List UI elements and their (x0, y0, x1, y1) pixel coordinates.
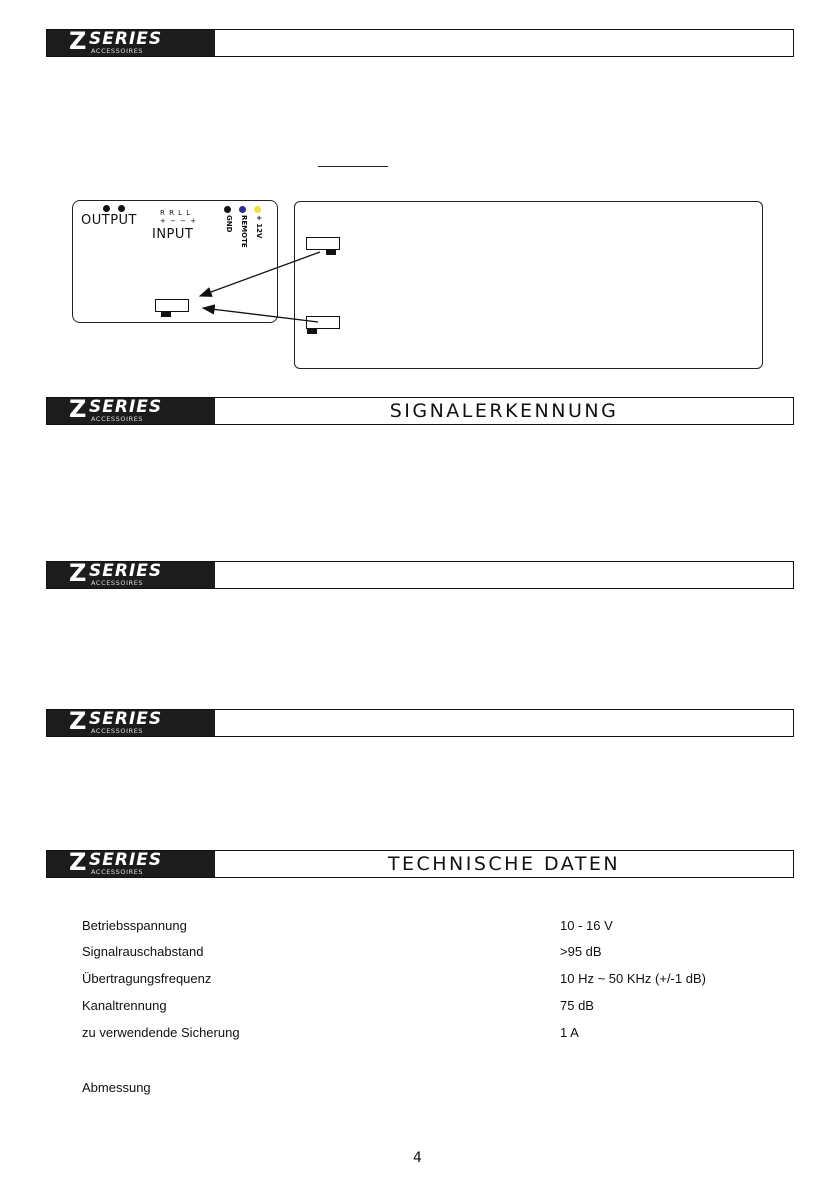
arrow-1 (200, 252, 320, 296)
spec-value: >95 dB (560, 944, 602, 959)
zseries-logo (47, 562, 215, 588)
logo-letter: Z (69, 30, 87, 55)
spec-label: Betriebsspannung (82, 918, 187, 933)
remote-label: REMOTE (240, 215, 248, 248)
logo-sub: ACCESSOIRES (91, 47, 144, 55)
spec-label: zu verwendende Sicherung (82, 1025, 240, 1040)
logo-letter: Z (69, 562, 87, 587)
dimension-label: Abmessung (82, 1080, 151, 1095)
logo-name: SERIES (89, 710, 163, 729)
section-heading (215, 562, 793, 588)
channel-bottom-label: + − − + (160, 217, 198, 225)
output-label: OUTPUT (81, 213, 137, 228)
logo-name: SERIES (89, 30, 163, 49)
logo-letter: Z (69, 851, 87, 876)
logo-name: SERIES (89, 851, 163, 870)
spec-value: 10 Hz ~ 50 KHz (+/-1 dB) (560, 971, 706, 986)
spec-label: Kanaltrennung (82, 998, 167, 1013)
section-heading: TECHNISCHE DATEN (387, 853, 621, 875)
page-number: 4 (413, 1150, 422, 1166)
spec-value: 1 A (560, 1025, 579, 1040)
logo-name: SERIES (89, 398, 163, 417)
logo-sub: ACCESSOIRES (91, 727, 144, 735)
logo-name: SERIES (89, 562, 163, 581)
spec-value: 10 - 16 V (560, 918, 613, 933)
logo-letter: Z (69, 710, 87, 735)
logo-letter: Z (69, 398, 87, 423)
section-header-5 (46, 850, 794, 878)
channel-top-label: R R L L (160, 209, 192, 217)
logo-sub: ACCESSOIRES (91, 579, 144, 587)
section-heading (215, 710, 793, 736)
logo-sub: ACCESSOIRES (91, 868, 144, 876)
v12-label: + 12V (255, 215, 263, 239)
spec-label: Übertragungsfrequenz (82, 971, 212, 986)
section-header-2 (46, 397, 794, 425)
zseries-logo (47, 851, 215, 877)
arrow-2 (203, 308, 318, 322)
section-header-3 (46, 561, 794, 589)
logo-sub: ACCESSOIRES (91, 415, 144, 423)
gnd-label: GND (225, 215, 233, 233)
input-label: INPUT (152, 227, 194, 242)
section-heading: SIGNALERKENNUNG (389, 400, 619, 422)
spec-value: 75 dB (560, 998, 594, 1013)
section-header-4 (46, 709, 794, 737)
spec-label: Signalrauschabstand (82, 944, 204, 959)
diagram-arrows (0, 0, 839, 400)
zseries-logo (47, 710, 215, 736)
zseries-logo (47, 398, 215, 424)
